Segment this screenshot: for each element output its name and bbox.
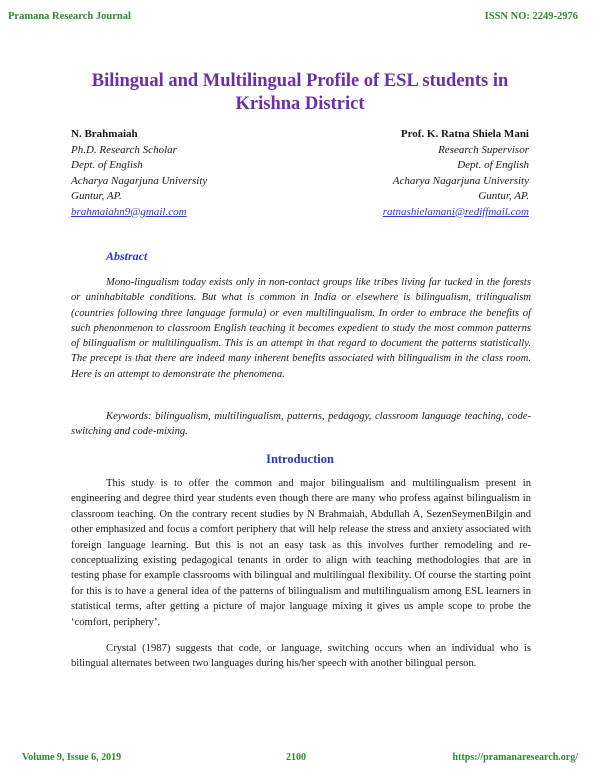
footer-volume: Volume 9, Issue 6, 2019 [22, 752, 122, 763]
author-right-role: Research Supervisor [438, 143, 529, 156]
issn-number: ISSN NO: 2249-2976 [484, 11, 578, 22]
abstract-heading: Abstract [106, 249, 148, 263]
author-right-dept: Dept. of English [457, 159, 529, 171]
author-left-dept: Dept. of English [71, 159, 143, 171]
keywords: Keywords: bilingualism, multilingualism, patterns, pedagogy, classroom language teaching, code-switching and code-mixing. [71, 411, 531, 438]
author-left-city: Guntur, AP. [71, 190, 122, 202]
author-left-university: Acharya Nagarjuna University [71, 174, 208, 187]
footer-url-link[interactable]: https://pramanaresearch.org/ [452, 752, 578, 763]
introduction-paragraph: Crystal (1987) suggests that code, or language, switching occurs when an individual who is bilingual alternates between two languages during his/her speech with another bilingual person. [71, 643, 531, 670]
author-right-university: Acharya Nagarjuna University [392, 174, 529, 187]
author-left-email-link[interactable]: brahmaiahn9@gmail.com [71, 205, 187, 218]
author-right-name: Prof. K. Ratna Shiela Mani [400, 128, 529, 140]
author-left-name: N. Brahmaiah [71, 128, 138, 140]
author-right-email-link[interactable]: ratnashielamani@rediffmail.com [382, 205, 529, 218]
paper-title: Bilingual and Multilingual Profile of ESL students in Krishna District [91, 71, 509, 114]
author-right [383, 127, 529, 220]
introduction-heading: Introduction [266, 452, 334, 466]
journal-name: Pramana Research Journal [8, 11, 131, 22]
abstract-text: Mono-lingualism today exists only in non-contact groups like tribes living far tucked in the forests or uninhabitable conditions. But what is common in India or elsewhere is bilingualism, trilingualism (countries following three language formula) or even multilingualism. In order to embrace the benefits of such phenonmenon to classroom English teaching it becomes expedient to study the most common patterns of bilingualism or multilingualism. This is an attempt in that regard to document the patterns statistically. The precept is that there are indeed many inherent benefits associated with bilingualism in the class room. Here is an attempt to demonstrate the phenomena. [71, 277, 531, 380]
author-left-role: Ph.D. Research Scholar [71, 143, 177, 156]
author-right-city: Guntur, AP. [478, 190, 529, 202]
author-left [71, 127, 207, 220]
introduction-paragraph: This study is to offer the common and major bilingualism and multilingualism present in engineering and degree third year students even though there are many who profess against bilingualism in classroom teaching. On the contrary recent studies by N Brahmaiah, Abdullah A, SezenSeymenBilgin and other emphasized and focus a comfort periphery that will help release the stress and anxiety associated with foreign language learning. But this is not an easy task as this involves further remodeling and re-conceptualizing existing pedagogical tenants in order to align with teaching methodologies that are in testing phase for example classrooms with bilingual and multilingual flexibility. Of course the starting point for this is to have a general idea of the patterns of bilingualism and multilingualism among ESL learners in statistical terms, after getting a picture of major language mixing it gives us ample scope to probe the ‘comfort, periphery’. [71, 478, 531, 628]
footer-page-number: 2100 [286, 752, 306, 763]
